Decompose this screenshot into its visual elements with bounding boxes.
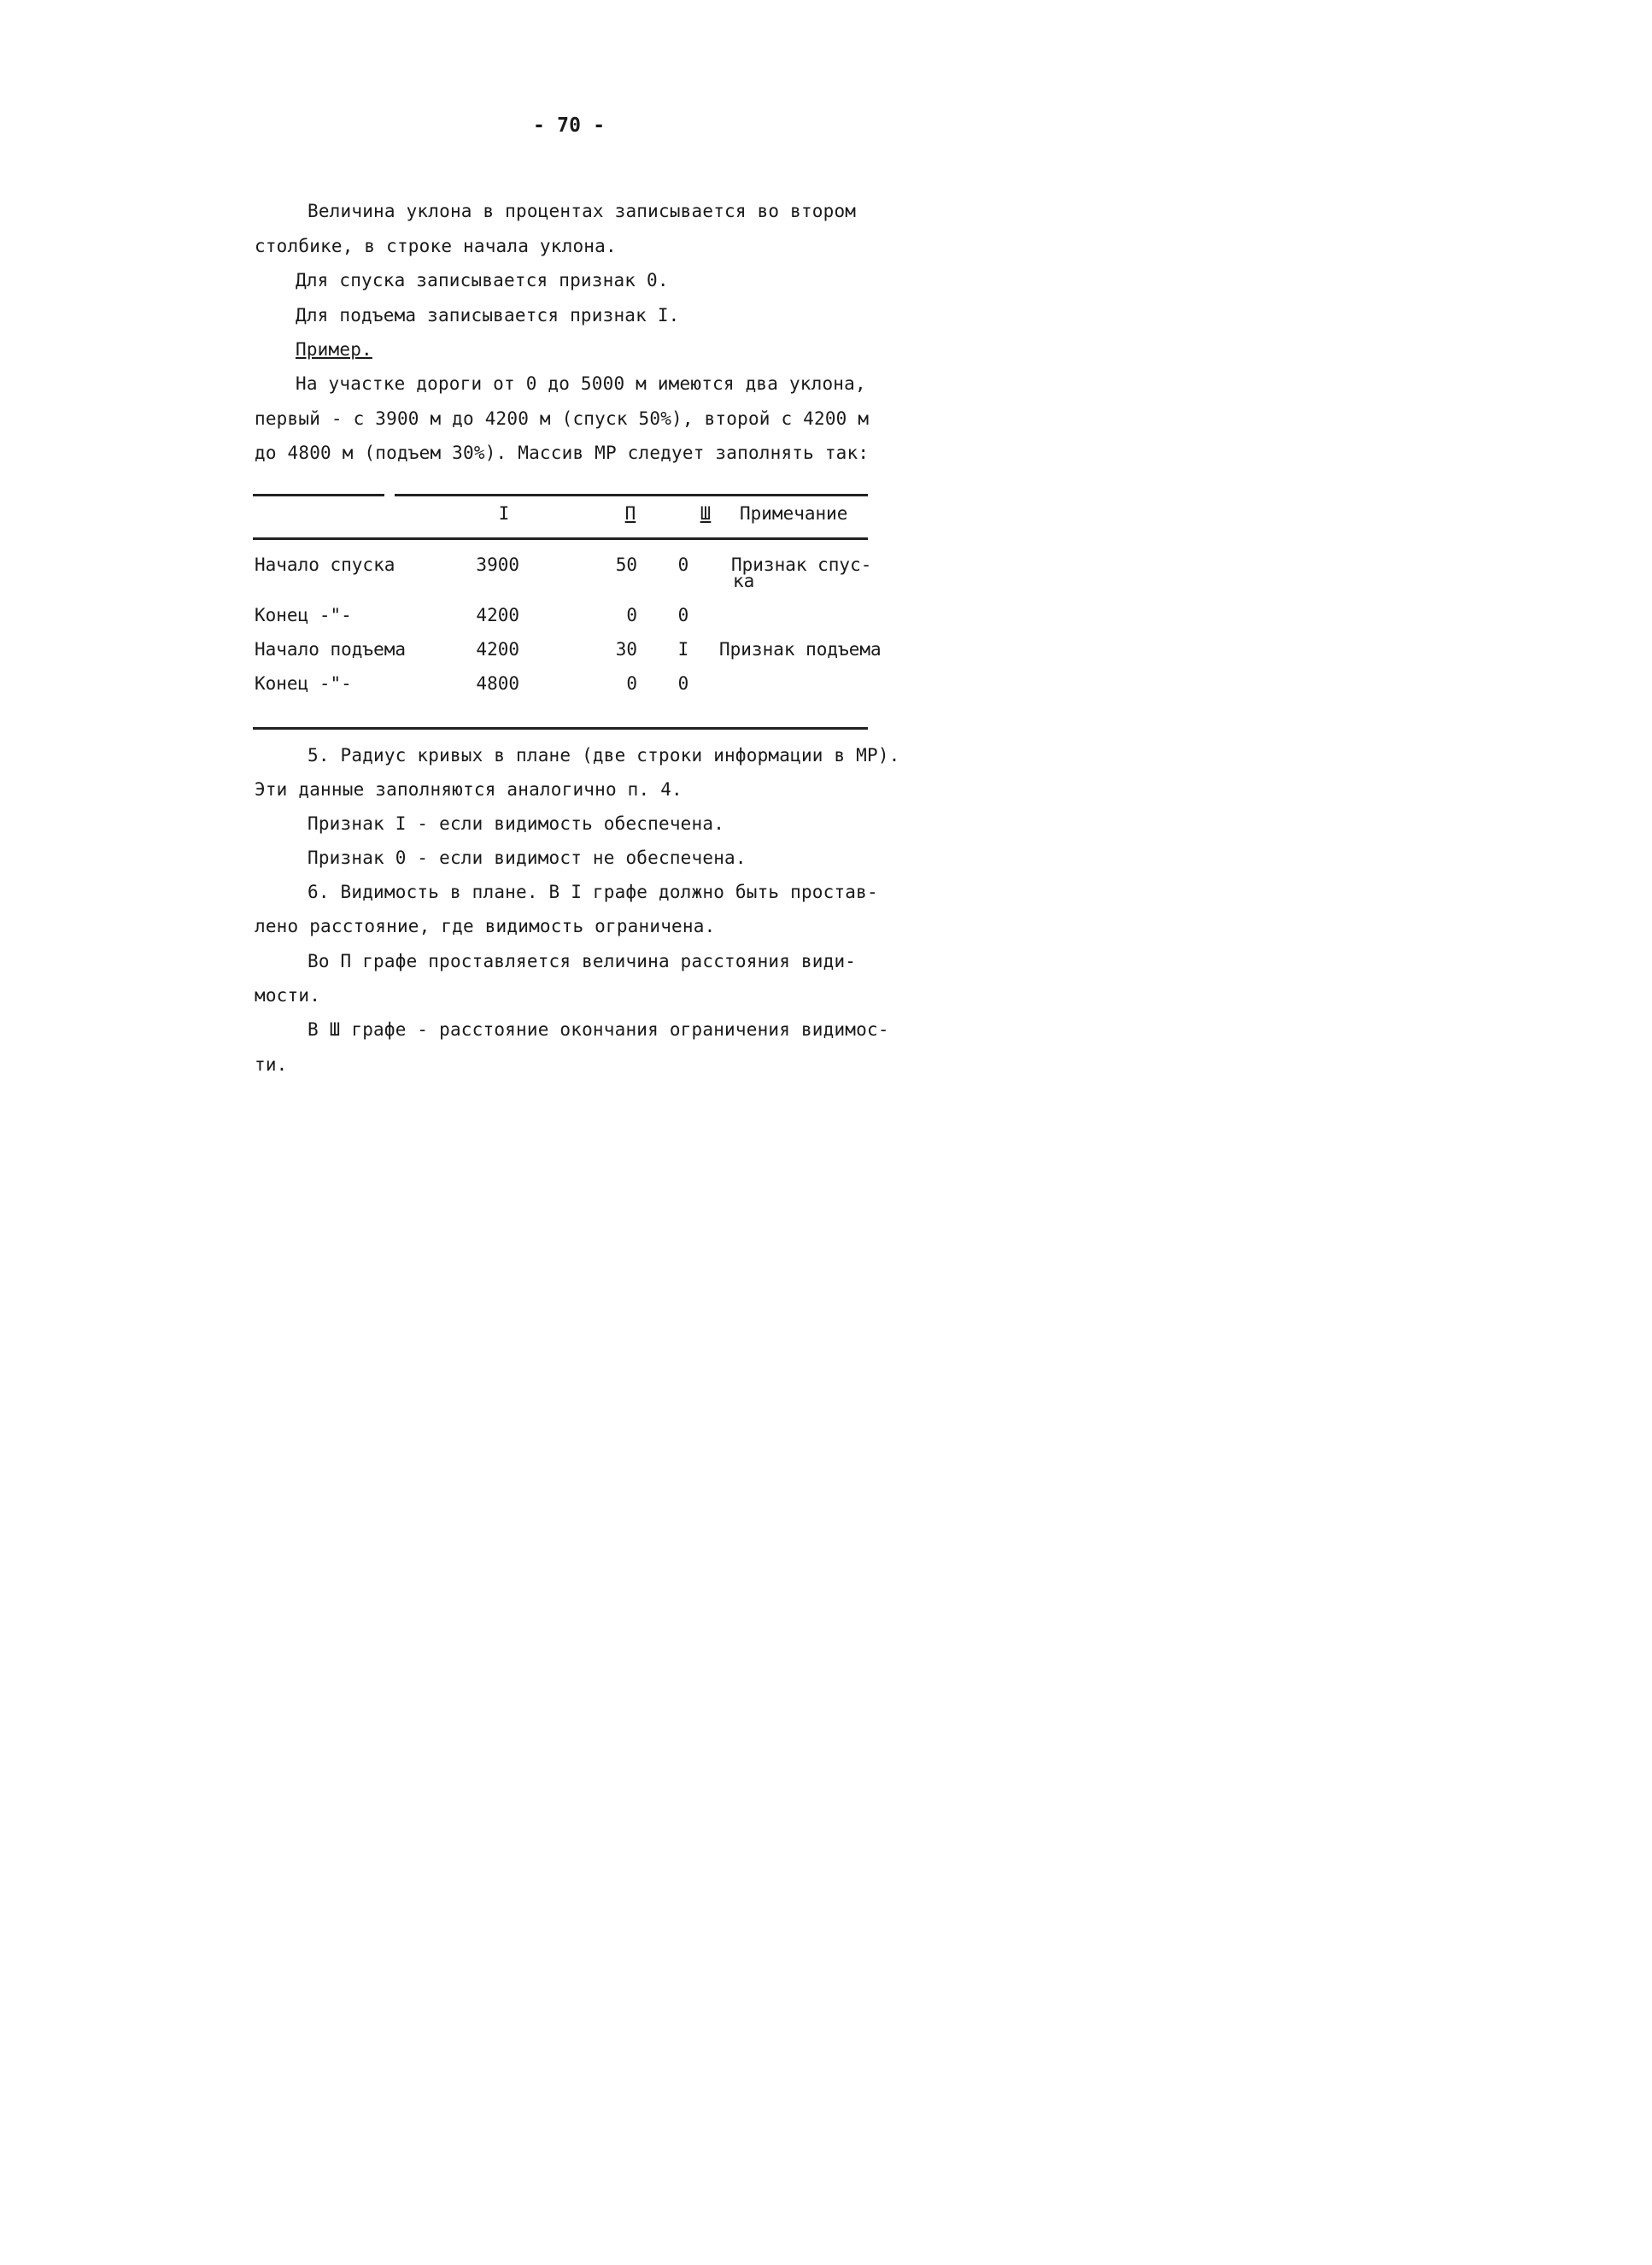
row-label: Начало спуска (255, 555, 395, 575)
table-header-rule (253, 537, 868, 540)
table-bottom-rule (253, 727, 868, 730)
header-col-ii: П (624, 503, 636, 524)
column2-line-2: мости. (255, 985, 321, 1006)
row-col-iii: I (677, 639, 689, 660)
row-label: Начало подъема (255, 639, 407, 660)
row-label: Конец -"- (255, 673, 352, 694)
section5-line-2: Эти данные заполняются аналогично п. 4. (255, 779, 682, 800)
sign-visible-line: Признак I - если видимость обеспечена. (308, 813, 725, 834)
sign-ascent-line: Для подъема записывается признак I. (296, 305, 680, 326)
page-number: - 70 - (533, 114, 606, 137)
row-col-i: 3900 (476, 555, 519, 575)
row-col-iii: 0 (677, 605, 689, 625)
row-col-i: 4200 (476, 639, 519, 660)
header-note: Примечание (740, 503, 848, 524)
example-line-2: первый - с 3900 м до 4200 м (спуск 50%), второй с 4200 м (255, 408, 870, 429)
row-note-line-2: ка (733, 571, 755, 591)
section6-line-2: лено расстояние, где видимость ограничена. (255, 916, 716, 936)
row-col-i: 4200 (476, 605, 519, 625)
section6-line-1: 6. Видимость в плане. В I графе должно быть простав- (308, 882, 878, 902)
sign-descent-line: Для спуска записывается признак 0. (296, 270, 669, 290)
row-col-ii: 50 (615, 555, 637, 575)
intro-line-1: Величина уклона в процентах записывается во втором (308, 201, 857, 221)
header-col-i: I (498, 503, 510, 524)
row-col-iii: 0 (677, 673, 689, 694)
row-label: Конец -"- (255, 605, 352, 625)
example-line-1: На участке дороги от 0 до 5000 м имеются два уклона, (296, 373, 866, 394)
column3-line-1: В Ш графе - расстояние окончания ограничения видимос- (308, 1019, 889, 1040)
sign-not-visible-line: Признак 0 - если видимост не обеспечена. (308, 848, 747, 868)
row-col-ii: 30 (615, 639, 637, 660)
row-col-iii: 0 (677, 555, 689, 575)
row-col-i: 4800 (476, 673, 519, 694)
header-col-iii: Ш (700, 503, 712, 524)
row-col-ii: 0 (626, 673, 637, 694)
table-top-rule-left (253, 494, 384, 496)
table-top-rule-right (395, 494, 868, 496)
section5-line-1: 5. Радиус кривых в плане (две строки информации в МР). (308, 745, 900, 766)
row-note-line-1: Признак подъема (719, 639, 882, 660)
example-label: Пример. (296, 339, 372, 360)
row-note-line-1: Признак спус- (731, 555, 872, 575)
example-line-3: до 4800 м (подъем 30%). Массив МР следует заполнять так: (255, 443, 870, 463)
column2-line-1: Во П графе проставляется величина расстояния види- (308, 951, 857, 971)
intro-line-2: столбике, в строке начала уклона. (255, 236, 617, 256)
row-col-ii: 0 (626, 605, 637, 625)
column3-line-2: ти. (255, 1054, 288, 1075)
